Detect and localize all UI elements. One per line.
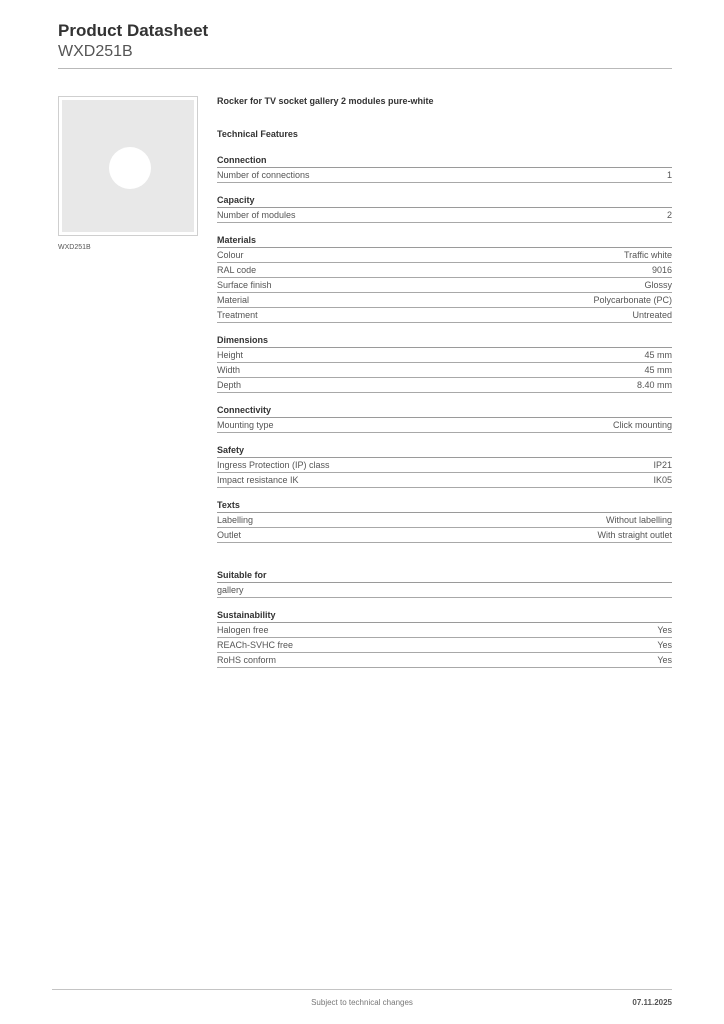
section-title: Connectivity (217, 405, 672, 418)
spec-value: 1 (666, 170, 672, 180)
spec-row (217, 263, 672, 278)
spec-label: Depth (217, 380, 242, 390)
spec-row (217, 308, 672, 323)
spec-label: Mounting type (217, 420, 274, 430)
section-title: Dimensions (217, 335, 672, 348)
spec-sections (217, 155, 672, 668)
spec-value: Glossy (644, 280, 672, 290)
header-divider (58, 68, 672, 69)
spec-row (217, 623, 672, 638)
spec-label: Impact resistance IK (217, 475, 299, 485)
product-code: WXD251B (58, 43, 133, 60)
spec-row (217, 418, 672, 433)
spec-row (217, 473, 672, 488)
footer-note: Subject to technical changes (311, 998, 413, 1007)
spec-label: Number of connections (217, 170, 310, 180)
spec-row (217, 528, 672, 543)
spec-value: 45 mm (644, 350, 672, 360)
spec-row (217, 638, 672, 653)
spec-row (217, 513, 672, 528)
footer-date: 07.11.2025 (632, 998, 672, 1007)
spec-value: 45 mm (644, 365, 672, 375)
spec-row (217, 208, 672, 223)
technical-features-heading: Technical Features (217, 129, 298, 139)
spec-label: Height (217, 350, 244, 360)
spec-label: Number of modules (217, 210, 296, 220)
spec-label: REACh-SVHC free (217, 640, 294, 650)
spec-row (217, 583, 672, 598)
spec-label: Ingress Protection (IP) class (217, 460, 330, 470)
spec-label: Colour (217, 250, 244, 260)
spec-section (217, 335, 672, 393)
spec-label: Labelling (217, 515, 254, 525)
section-title: Texts (217, 500, 672, 513)
spec-value: Yes (657, 655, 672, 665)
spec-value: With straight outlet (597, 530, 672, 540)
page-title: Product Datasheet (58, 21, 209, 40)
product-description: Rocker for TV socket gallery 2 modules pure-white (217, 96, 434, 106)
section-title: Materials (217, 235, 672, 248)
spec-value: 8.40 mm (636, 380, 672, 390)
spec-section (217, 235, 672, 323)
spec-label: Outlet (217, 530, 242, 540)
spec-label: RoHS conform (217, 655, 277, 665)
spec-row (217, 363, 672, 378)
image-caption: WXD251B (58, 244, 91, 251)
spec-panel (217, 95, 672, 668)
spec-row (217, 458, 672, 473)
spec-label: gallery (217, 585, 244, 595)
product-image (58, 96, 198, 236)
section-title: Capacity (217, 195, 672, 208)
section-title: Connection (217, 155, 672, 168)
section-title: Safety (217, 445, 672, 458)
spec-value: Untreated (632, 310, 672, 320)
spec-section (217, 570, 672, 598)
spec-row (217, 278, 672, 293)
spec-section (217, 405, 672, 433)
spec-section (217, 500, 672, 543)
spec-label: Surface finish (217, 280, 272, 290)
spec-section (217, 610, 672, 668)
socket-hole (109, 147, 151, 189)
spec-section (217, 155, 672, 183)
spec-value: IK05 (653, 475, 672, 485)
spec-row (217, 293, 672, 308)
spec-label: Halogen free (217, 625, 269, 635)
spec-value: Click mounting (612, 420, 672, 430)
spec-label: Width (217, 365, 241, 375)
spec-label: Material (217, 295, 250, 305)
spec-row (217, 378, 672, 393)
spec-row (217, 653, 672, 668)
header (58, 20, 208, 62)
spec-section (217, 195, 672, 223)
spec-label: Treatment (217, 310, 258, 320)
spec-label: RAL code (217, 265, 257, 275)
spec-value: 9016 (651, 265, 672, 275)
spec-value: 2 (666, 210, 672, 220)
spec-row (217, 168, 672, 183)
spec-value: Yes (657, 625, 672, 635)
section-title: Sustainability (217, 610, 672, 623)
spec-value: Without labelling (605, 515, 672, 525)
spec-section (217, 445, 672, 488)
section-title: Suitable for (217, 570, 672, 583)
spec-value: Traffic white (623, 250, 672, 260)
spec-value: IP21 (653, 460, 672, 470)
spec-value: Yes (657, 640, 672, 650)
rocker-plate (62, 100, 194, 232)
spec-row (217, 348, 672, 363)
footer-divider (52, 989, 672, 990)
spec-value: Polycarbonate (PC) (593, 295, 672, 305)
spec-row (217, 248, 672, 263)
